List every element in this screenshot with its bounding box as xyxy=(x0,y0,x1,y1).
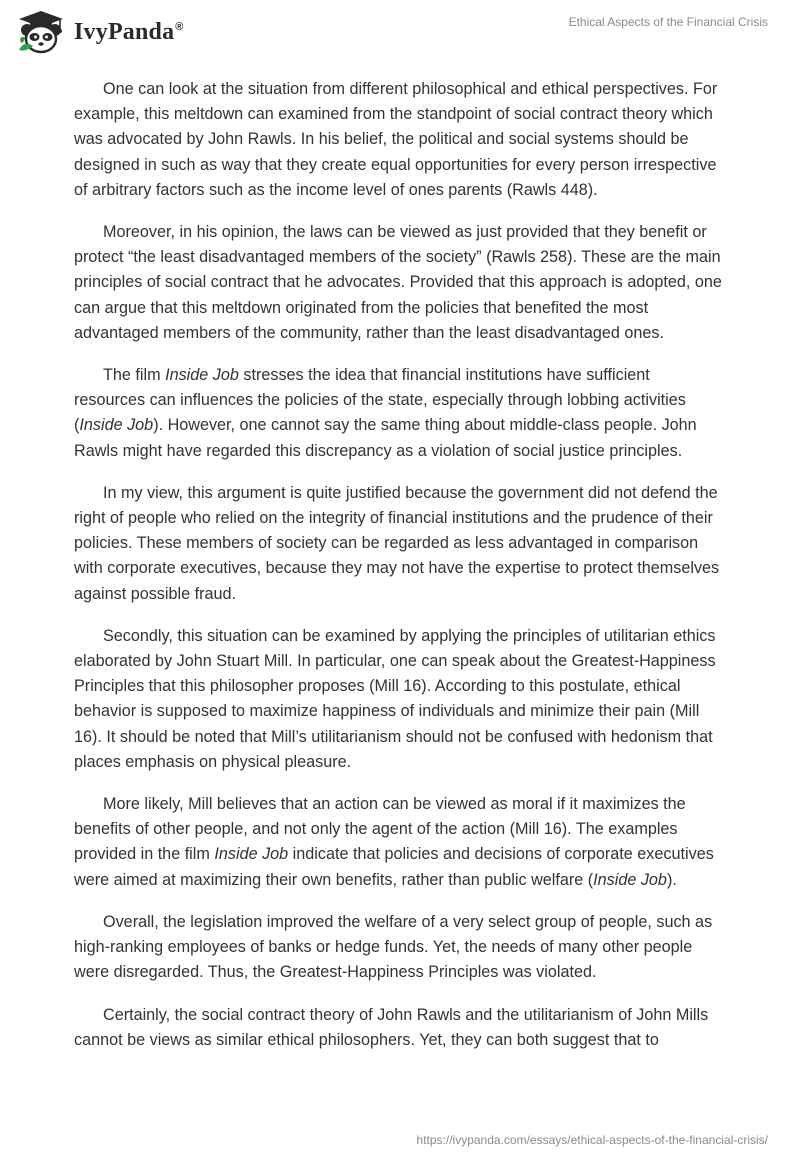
source-url[interactable]: https://ivypanda.com/essays/ethical-aspects-of-the-financial-crisis/ xyxy=(416,1133,768,1147)
paragraph-6-text-c: ). xyxy=(666,870,677,889)
paragraph-3-text-c: ). However, one cannot say the same thing about middle-class people. John Rawls might have regarded this discrepancy as a violation of social justice principles. xyxy=(74,416,697,460)
paragraph-2: Moreover, in his opinion, the laws can be viewed as just provided that they benefit or protect “the least disadvantaged members of the society” (Rawls 258). These are the main principles of social contract that he advocates. Provided that this approach is adopted, one can argue that this meltdown originated from the policies that benefited the most advantaged members of the community, rather than the least disadvantaged ones. xyxy=(74,223,722,342)
brand-name-text: IvyPanda xyxy=(74,18,175,45)
film-citation: Inside Job xyxy=(79,416,154,435)
paragraph-3 xyxy=(74,363,724,464)
paragraph-3-text-b: stresses the idea that financial institutions have sufficient resources can influences the policies of the state, especially through lobbing activities ( xyxy=(74,366,686,435)
paragraph-6-text-a: More likely, Mill believes that an action can be viewed as moral if it maximizes the benefits of other people, and not only the agent of the action (Mill 16). The examples provided in the film xyxy=(74,795,686,864)
film-title: Inside Job xyxy=(214,845,289,864)
page-header xyxy=(0,0,800,70)
paragraph-7: Overall, the legislation improved the welfare of a very select group of people, such as high-ranking employees of banks or hedge funds. Yet, the needs of many other people were disregarded. Thus, the Greatest-Happiness Principles was violated. xyxy=(74,912,713,982)
paragraph-1: One can look at the situation from different philosophical and ethical perspectives. For example, this meltdown can examined from the standpoint of social contract theory which was advocated by John Rawls. In his belief, the political and social systems should be designed in such as way that they create equal opportunities for every person irrespective of arbitrary factors such as the income level of ones parents (Rawls 448). xyxy=(74,80,718,199)
film-citation: Inside Job xyxy=(593,870,667,889)
paragraph-3-text-a: The film xyxy=(103,366,166,385)
document-title: Ethical Aspects of the Financial Crisis xyxy=(568,15,768,29)
paragraph-6-text-b: indicate that policies and decisions of corporate executives were aimed at maximizing their own benefits, rather than public welfare ( xyxy=(74,845,714,889)
brand-name xyxy=(74,19,184,46)
film-title: Inside Job xyxy=(165,366,239,385)
paragraph-4: In my view, this argument is quite justified because the government did not defend the right of people who relied on the integrity of financial institutions and the prudence of their policies. These members of society can be regarded as less advantaged in comparison with corporate executives, because they may not have the expertise to protect themselves against possible fraud. xyxy=(74,483,720,603)
ivypanda-logo[interactable] xyxy=(16,10,184,54)
registered-mark: ® xyxy=(175,20,184,33)
paragraph-5: Secondly, this situation can be examined by applying the principles of utilitarian ethics elaborated by John Stuart Mill. In particular, one can speak about the Greatest-Happiness Principles that this philosopher proposes (Mill 16). According to this postulate, ethical behavior is supposed to maximize happiness of individuals and minimize their pain (Mill 16). It should be noted that Mill’s utilitarianism should not be confused with hedonism that places emphasis on physical pleasure. xyxy=(74,626,716,771)
paragraph-6 xyxy=(74,792,724,893)
essay-body xyxy=(74,77,724,1070)
paragraph-8: Certainly, the social contract theory of John Rawls and the utilitarianism of John Mills cannot be views as similar ethical philosophers. Yet, they can both suggest that to xyxy=(74,1005,709,1049)
panda-graduate-icon xyxy=(16,10,66,54)
